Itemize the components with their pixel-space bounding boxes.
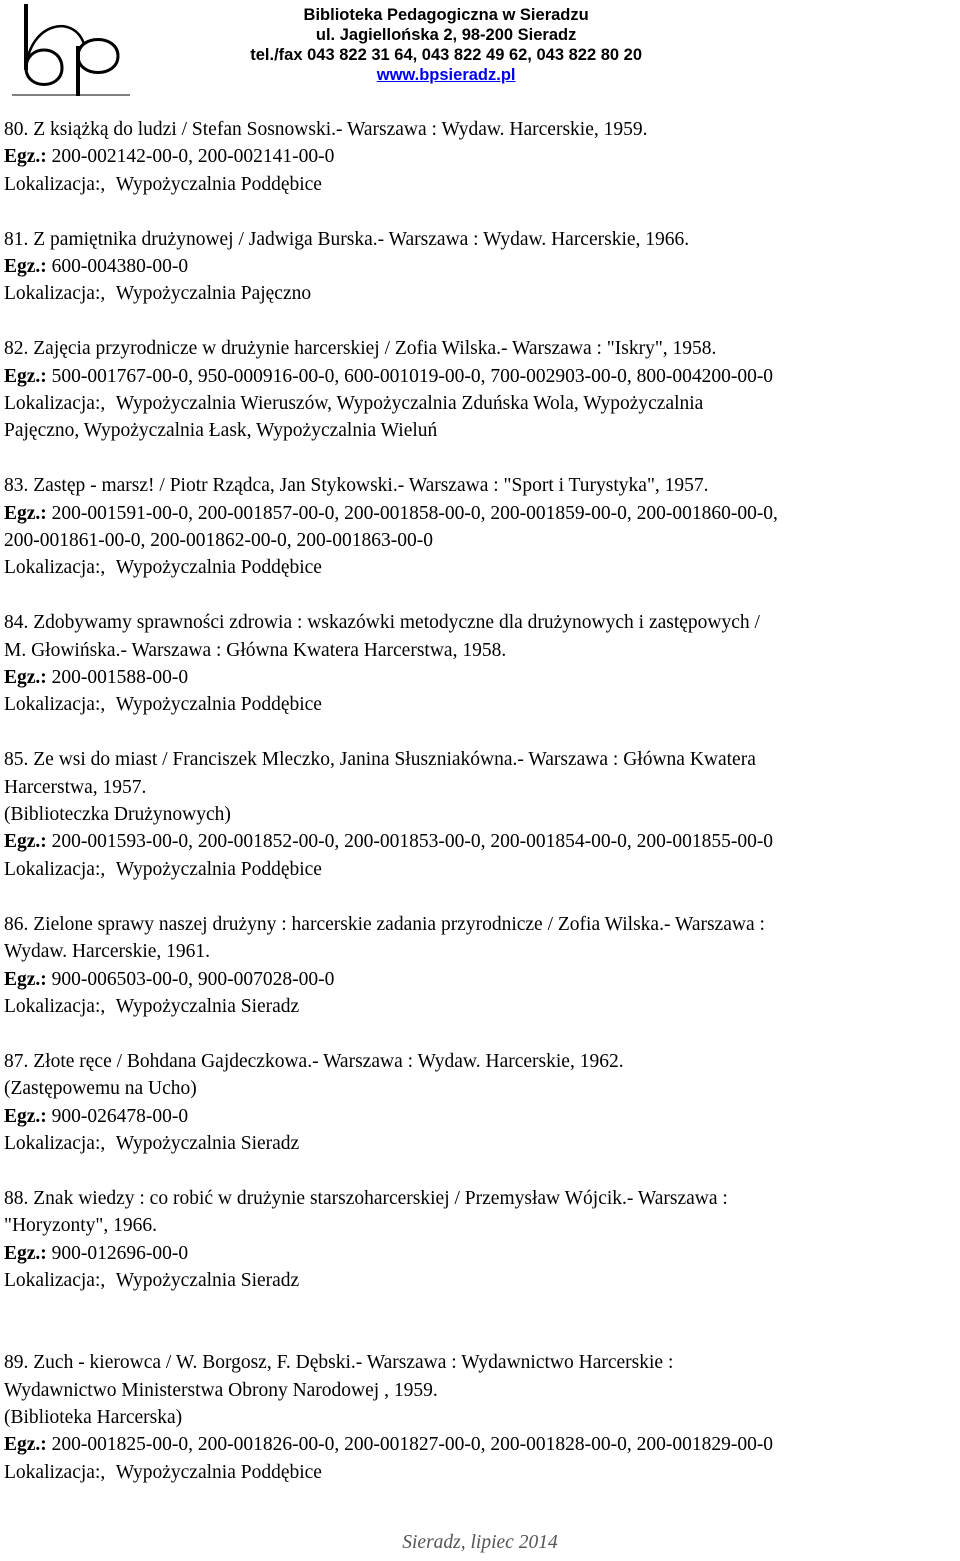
- bibliography-entry: [4, 609, 956, 719]
- copies-value: 600-004380-00-0: [51, 256, 189, 278]
- entry-location-line: [4, 390, 956, 417]
- bibliography-entry: [4, 746, 956, 883]
- copies-value: 200-001588-00-0: [51, 667, 189, 689]
- entry-copies-line: [4, 500, 956, 527]
- location-value: Wypożyczalnia Sieradz: [115, 1132, 300, 1154]
- entry-description-line: 87. Złote ręce / Bohdana Gajdeczkowa.- Warszawa : Wydaw. Harcerskie, 1962.: [4, 1050, 624, 1072]
- entry-copies-line: [4, 1240, 956, 1267]
- location-value: Wypożyczalnia Wieruszów, Wypożyczalnia Zduńska Wola, Wypożyczalnia: [115, 393, 704, 415]
- location-label: Lokalizacja:,: [4, 1269, 106, 1291]
- bibliography-entry: [4, 226, 956, 308]
- entry-copies-line: [4, 828, 956, 855]
- copies-label: Egz.:: [4, 831, 47, 853]
- copies-value: 200-001825-00-0, 200-001826-00-0, 200-001827-00-0, 200-001828-00-0, 200-001829-00-0: [51, 1434, 774, 1456]
- location-value: Wypożyczalnia Poddębice: [115, 694, 322, 716]
- bibliography-entry: [4, 911, 956, 1021]
- entry-description-line: 80. Z książką do ludzi / Stefan Sosnowski.- Warszawa : Wydaw. Harcerskie, 1959.: [4, 119, 648, 140]
- entry-description-line: Harcerstwa, 1957.: [4, 776, 147, 798]
- page-footer: Sieradz, lipiec 2014: [402, 1532, 558, 1553]
- copies-value: 500-001767-00-0, 950-000916-00-0, 600-001019-00-0, 700-002903-00-0, 800-004200-00-0: [51, 365, 774, 387]
- entry-copies-line: [4, 966, 956, 993]
- copies-label: Egz.:: [4, 1434, 47, 1456]
- location-value: Pajęczno, Wypożyczalnia Łask, Wypożyczalnia Wieluń: [4, 420, 438, 442]
- location-value: Wypożyczalnia Poddębice: [115, 858, 322, 880]
- entry-copies-line: [4, 1103, 956, 1130]
- bp-logo-icon: [12, 0, 130, 96]
- entry-description-line: "Horyzonty", 1966.: [4, 1215, 157, 1237]
- entry-location-line: [4, 856, 956, 883]
- location-label: Lokalizacja:,: [4, 995, 106, 1017]
- copies-label: Egz.:: [4, 1105, 47, 1127]
- location-label: Lokalizacja:,: [4, 1461, 106, 1483]
- location-value: Wypożyczalnia Poddębice: [115, 557, 322, 579]
- location-label: Lokalizacja:,: [4, 393, 106, 415]
- bibliography-entry: [4, 1048, 956, 1158]
- library-contact-block: [250, 5, 642, 85]
- location-label: Lokalizacja:,: [4, 858, 106, 880]
- copies-label: Egz.:: [4, 502, 47, 524]
- entry-description-line: 83. Zastęp - marsz! / Piotr Rządca, Jan Stykowski.- Warszawa : "Sport i Turystyka", 1957.: [4, 475, 709, 497]
- copies-value: 900-026478-00-0: [51, 1105, 189, 1127]
- copies-value: 900-006503-00-0, 900-007028-00-0: [51, 968, 335, 990]
- bibliography-entry: [4, 472, 956, 582]
- copies-value: 200-001591-00-0, 200-001857-00-0, 200-001858-00-0, 200-001859-00-0, 200-001860-00-0,: [51, 502, 778, 524]
- entry-copies-line: [4, 527, 956, 554]
- library-phone: tel./fax 043 822 31 64, 043 822 49 62, 043 822 80 20: [250, 46, 642, 64]
- library-name: Biblioteka Pedagogiczna w Sieradzu: [303, 6, 589, 24]
- entry-description-line: 82. Zajęcia przyrodnicze w drużynie harcerskiej / Zofia Wilska.- Warszawa : "Iskry", 1958.: [4, 338, 717, 360]
- entry-copies-line: [4, 363, 956, 390]
- copies-value: 200-001861-00-0, 200-001862-00-0, 200-001863-00-0: [4, 530, 433, 552]
- copies-label: Egz.:: [4, 256, 47, 278]
- entry-description-line: (Zastępowemu na Ucho): [4, 1078, 197, 1100]
- entry-description-line: M. Głowińska.- Warszawa : Główna Kwatera Harcerstwa, 1958.: [4, 639, 507, 661]
- entry-description-line: 85. Ze wsi do miast / Franciszek Mleczko, Janina Słuszniakówna.- Warszawa : Główna Kwatera: [4, 749, 756, 771]
- entry-copies-line: [4, 664, 956, 691]
- location-label: Lokalizacja:,: [4, 283, 106, 305]
- entry-location-line: [4, 280, 956, 307]
- library-address: ul. Jagiellońska 2, 98-200 Sieradz: [315, 26, 577, 44]
- location-value: Wypożyczalnia Sieradz: [115, 995, 300, 1017]
- copies-label: Egz.:: [4, 365, 47, 387]
- location-value: Wypożyczalnia Poddębice: [115, 1461, 322, 1483]
- location-label: Lokalizacja:,: [4, 1132, 106, 1154]
- entry-description-line: (Biblioteczka Drużynowych): [4, 804, 231, 826]
- entry-description-line: 86. Zielone sprawy naszej drużyny : harcerskie zadania przyrodnicze / Zofia Wilska.- Warszawa :: [4, 913, 765, 935]
- entry-location-line: [4, 1130, 956, 1157]
- entry-copies-line: [4, 253, 956, 280]
- entry-description-line: 81. Z pamiętnika drużynowej / Jadwiga Burska.- Warszawa : Wydaw. Harcerskie, 1966.: [4, 228, 690, 250]
- entry-description-line: 84. Zdobywamy sprawności zdrowia : wskazówki metodyczne dla drużynowych i zastępowych /: [4, 612, 760, 634]
- copies-value: 200-001593-00-0, 200-001852-00-0, 200-001853-00-0, 200-001854-00-0, 200-001855-00-0: [51, 831, 774, 853]
- entry-location-line: [4, 691, 956, 718]
- entry-location-line: [4, 554, 956, 581]
- bibliography-entry: [4, 116, 956, 198]
- entry-description-line: 88. Znak wiedzy : co robić w drużynie starszoharcerskiej / Przemysław Wójcik.- Warszawa :: [4, 1187, 728, 1209]
- entry-description-line: Wydaw. Harcerskie, 1961.: [4, 941, 211, 963]
- location-label: Lokalizacja:,: [4, 694, 106, 716]
- copies-label: Egz.:: [4, 667, 47, 689]
- location-label: Lokalizacja:,: [4, 173, 106, 195]
- bibliography-entry: [4, 1349, 956, 1486]
- bibliography-entry: [4, 1185, 956, 1295]
- bibliography-entry: [4, 335, 956, 445]
- copies-label: Egz.:: [4, 146, 47, 168]
- copies-label: Egz.:: [4, 968, 47, 990]
- entry-location-line: [4, 1267, 956, 1294]
- entry-location-line: [4, 417, 956, 444]
- bibliography-list: [4, 116, 956, 1514]
- location-label: Lokalizacja:,: [4, 557, 106, 579]
- library-website-link[interactable]: www.bpsieradz.pl: [376, 66, 516, 84]
- entry-description-line: (Biblioteka Harcerska): [4, 1406, 183, 1428]
- location-value: Wypożyczalnia Pajęczno: [115, 283, 312, 305]
- entry-description-line: 89. Zuch - kierowca / W. Borgosz, F. Dębski.- Warszawa : Wydawnictwo Harcerskie :: [4, 1352, 674, 1374]
- entry-location-line: [4, 993, 956, 1020]
- copies-label: Egz.:: [4, 1242, 47, 1264]
- page-header: [0, 0, 960, 98]
- entry-copies-line: [4, 1431, 956, 1458]
- location-value: Wypożyczalnia Poddębice: [115, 173, 322, 195]
- location-value: Wypożyczalnia Sieradz: [115, 1269, 300, 1291]
- copies-value: 900-012696-00-0: [51, 1242, 189, 1264]
- entry-location-line: [4, 171, 956, 198]
- entry-location-line: [4, 1459, 956, 1486]
- entry-description-line: Wydawnictwo Ministerstwa Obrony Narodowej , 1959.: [4, 1379, 438, 1401]
- entry-copies-line: [4, 143, 956, 170]
- copies-value: 200-002142-00-0, 200-002141-00-0: [51, 146, 335, 168]
